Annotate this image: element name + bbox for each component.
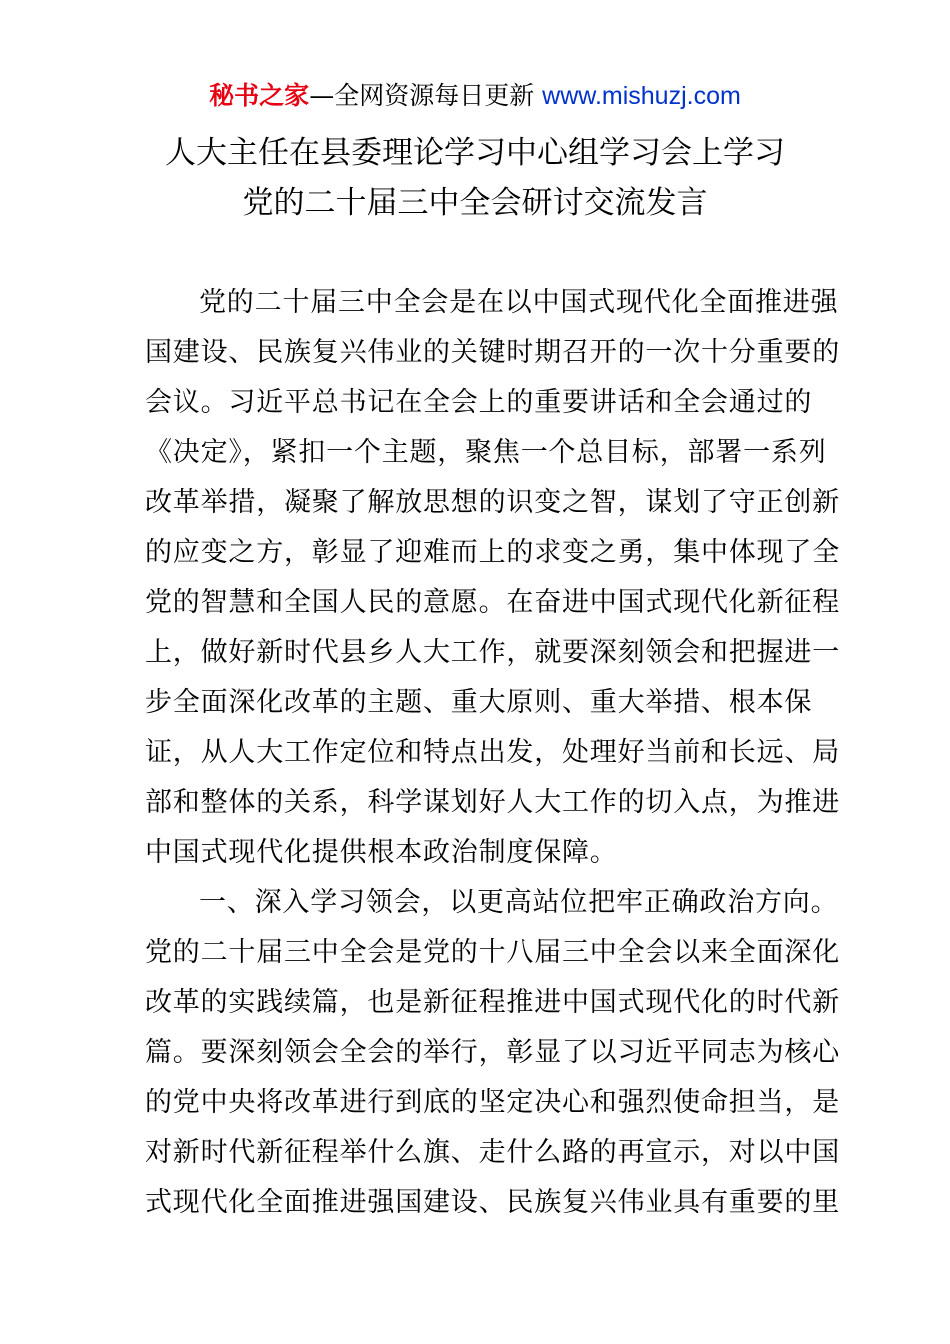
paragraph-line: 的应变之方，彰显了迎难而上的求变之勇，集中体现了全 — [145, 537, 840, 568]
document-title — [0, 128, 950, 228]
site-brand: 秘书之家 — [209, 81, 310, 110]
paragraph-line: 改革的实践续篇，也是新征程推进中国式现代化的时代新 — [145, 987, 840, 1018]
site-tagline: —全网资源每日更新 — [309, 81, 535, 110]
paragraph-line: 中国式现代化提供根本政治制度保障。 — [145, 837, 618, 868]
paragraph-line: 的党中央将改革进行到底的坚定决心和强烈使命担当，是 — [145, 1087, 840, 1118]
paragraph-line: 会议。习近平总书记在全会上的重要讲话和全会通过的 — [145, 387, 813, 418]
title-line-1: 人大主任在县委理论学习中心组学习会上学习 — [165, 135, 785, 171]
section-heading-line: 一、深入学习领会，以更高站位把牢正确政治方向。 — [199, 887, 839, 918]
paragraph-line: 党的二十届三中全会是党的十八届三中全会以来全面深化 — [145, 937, 840, 968]
paragraph-line: 对新时代新征程举什么旗、走什么路的再宣示，对以中国 — [145, 1137, 840, 1168]
paragraph-line: 上，做好新时代县乡人大工作，就要深刻领会和把握进一 — [145, 637, 840, 668]
paragraph-line: 式现代化全面推进强国建设、民族复兴伟业具有重要的里 — [145, 1187, 840, 1218]
paragraph-line: 国建设、民族复兴伟业的关键时期召开的一次十分重要的 — [145, 337, 840, 368]
paragraph-line: 篇。要深刻领会全会的举行，彰显了以习近平同志为核心 — [145, 1037, 840, 1068]
paragraph-line: 证，从人大工作定位和特点出发，处理好当前和长远、局 — [145, 737, 840, 768]
paragraph-line: 步全面深化改革的主题、重大原则、重大举措、根本保 — [145, 687, 813, 718]
paragraph-line: 部和整体的关系，科学谋划好人大工作的切入点，为推进 — [145, 787, 840, 818]
paragraph-line: 党的智慧和全国人民的意愿。在奋进中国式现代化新征程 — [145, 587, 840, 618]
paragraph-line: 《决定》，紧扣一个主题，聚焦一个总目标，部署一系列 — [145, 437, 827, 468]
title-line-2: 党的二十届三中全会研讨交流发言 — [242, 185, 708, 221]
document-body — [145, 278, 840, 1228]
paragraph-2 — [145, 878, 840, 1228]
paragraph-1 — [145, 278, 840, 878]
site-url-link[interactable]: www.mishuzj.com — [542, 82, 741, 110]
paragraph-line: 改革举措，凝聚了解放思想的识变之智，谋划了守正创新 — [145, 487, 840, 518]
site-header — [0, 80, 950, 112]
paragraph-line: 党的二十届三中全会是在以中国式现代化全面推进强 — [199, 287, 839, 318]
